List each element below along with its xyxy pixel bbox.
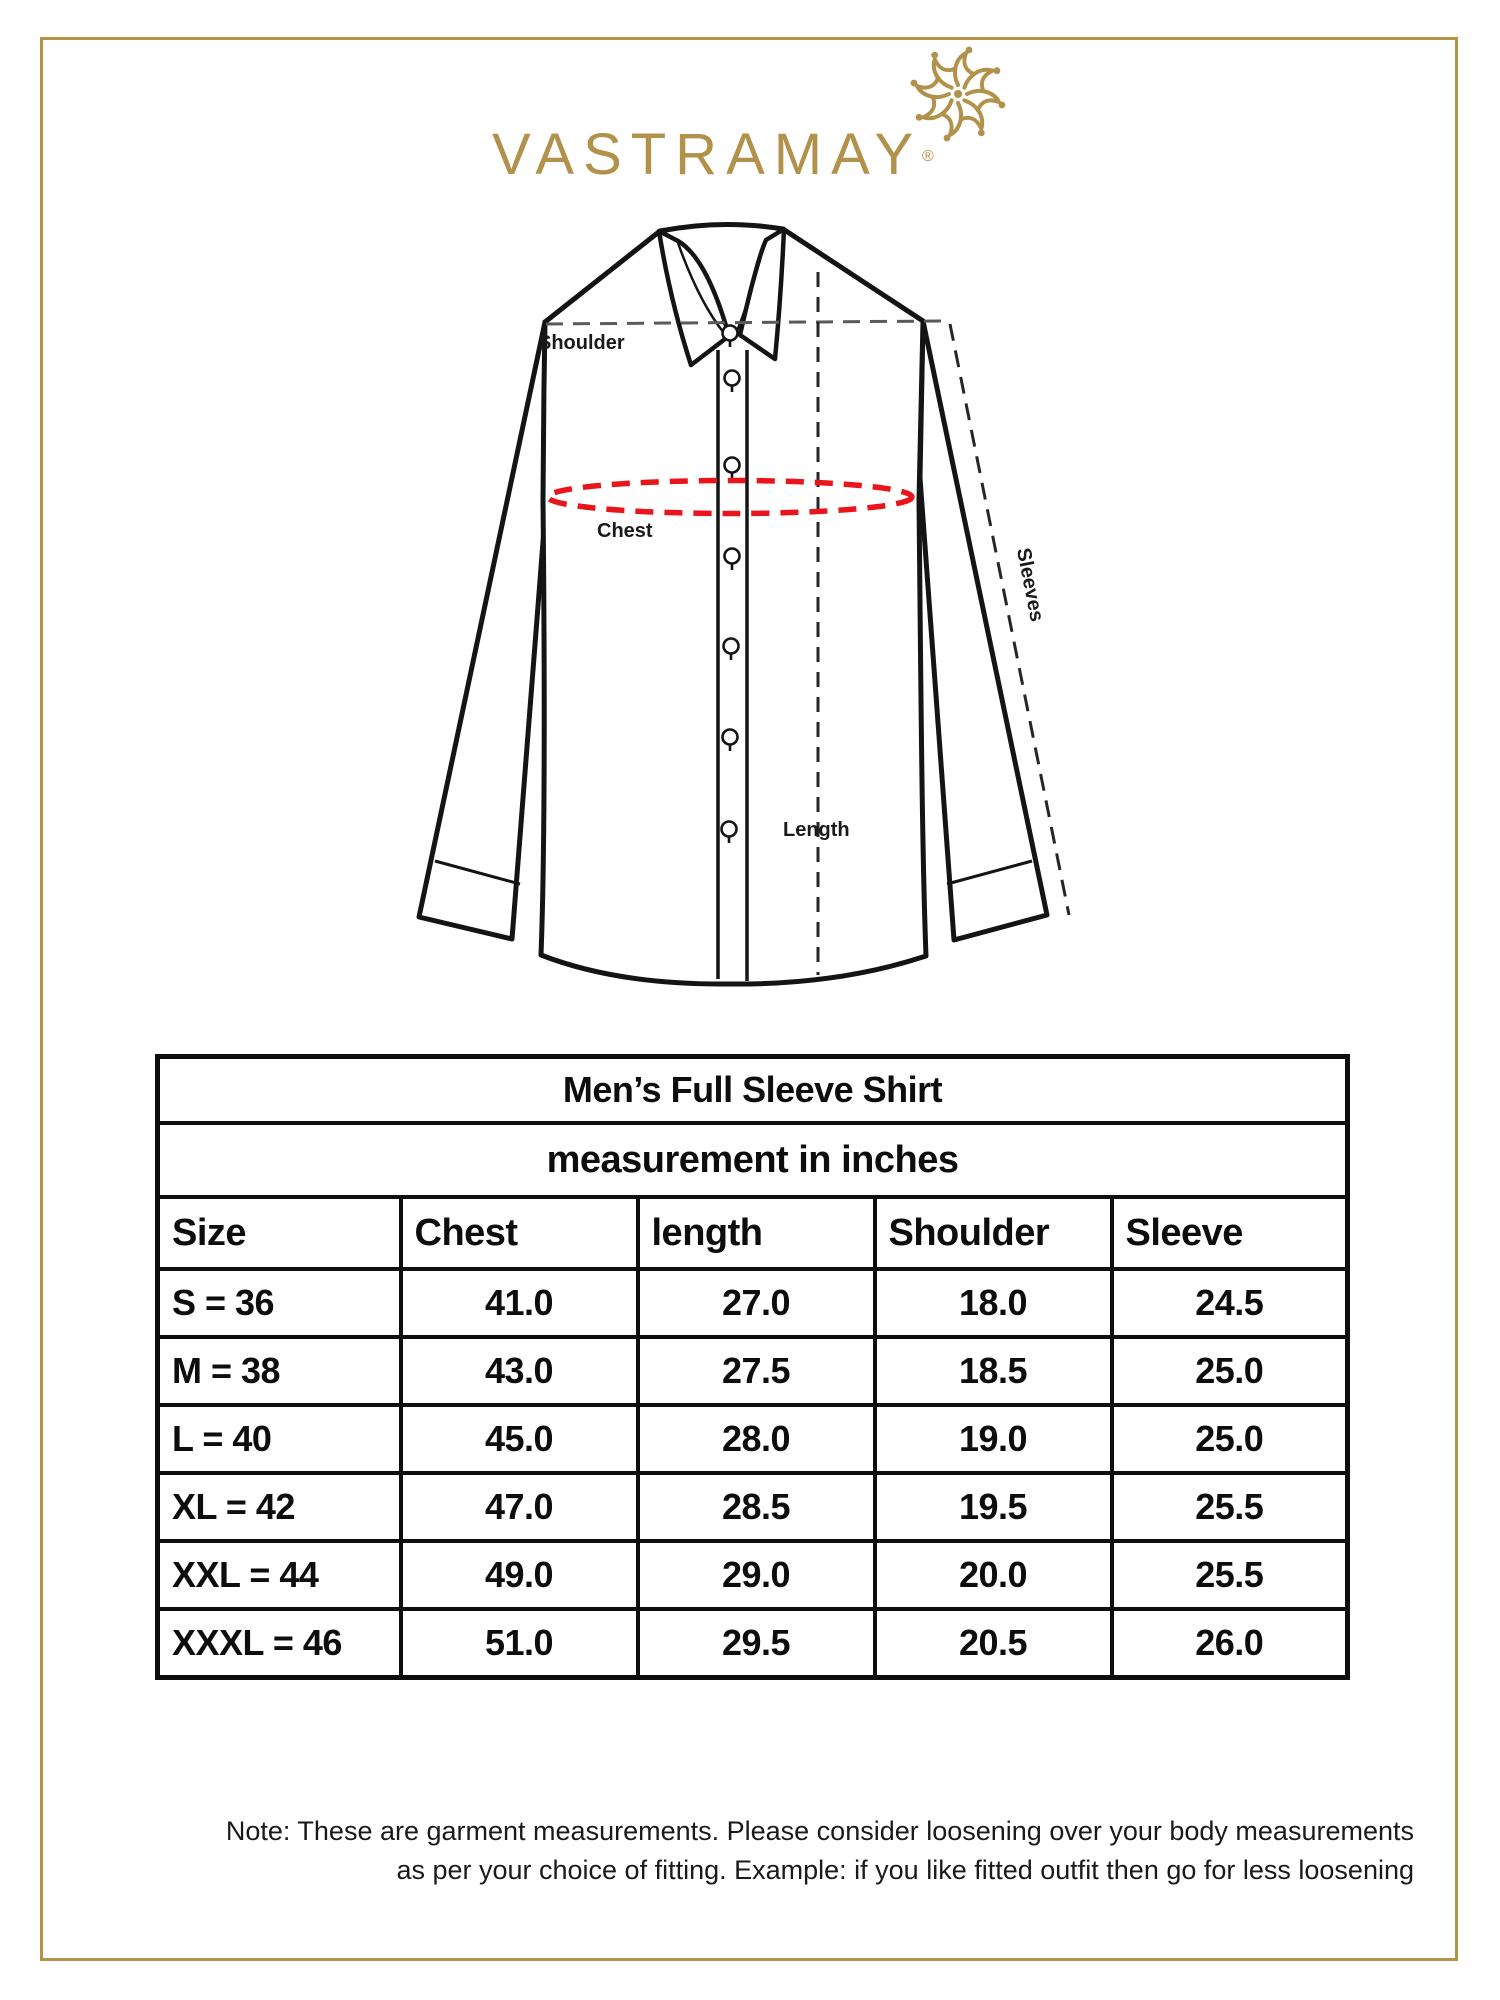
table-row [158,1473,1348,1541]
table-row [158,1337,1348,1405]
cell-length: 27.5 [638,1337,875,1405]
chest-label: Chest [597,520,653,542]
cell-sleeve: 25.0 [1112,1405,1348,1473]
length-label: Length [783,819,850,841]
table-subtitle: measurement in inches [158,1123,1348,1197]
note-line-2: as per your choice of fitting. Example: if you like fitted outfit then go for less loosening [396,1855,1414,1885]
cell-size: S = 36 [158,1269,401,1337]
sleeves-label: Sleeves [1011,546,1048,624]
column-header-chest: Chest [401,1197,638,1269]
shirt-measurement-diagram [400,210,1100,1000]
registered-trademark-icon: ® [922,148,934,165]
cell-sleeve: 25.5 [1112,1473,1348,1541]
cell-sleeve: 25.0 [1112,1337,1348,1405]
table-title: Men’s Full Sleeve Shirt [158,1057,1348,1124]
table-row [158,1405,1348,1473]
table-header-row [158,1197,1348,1269]
cell-length: 29.0 [638,1541,875,1609]
cell-size: L = 40 [158,1405,401,1473]
brand-logo-text: VASTRAMAY [492,122,923,187]
cell-shoulder: 19.5 [875,1473,1112,1541]
shoulder-label: Shoulder [538,332,625,354]
cell-chest: 45.0 [401,1405,638,1473]
cell-chest: 51.0 [401,1609,638,1677]
cell-size: M = 38 [158,1337,401,1405]
cell-shoulder: 18.0 [875,1269,1112,1337]
column-header-sleeve: Sleeve [1112,1197,1348,1269]
cell-size: XXL = 44 [158,1541,401,1609]
cell-chest: 41.0 [401,1269,638,1337]
cell-chest: 43.0 [401,1337,638,1405]
column-header-shoulder: Shoulder [875,1197,1112,1269]
table-title-row [158,1057,1348,1124]
measurement-note [62,1812,1414,1890]
cell-length: 29.5 [638,1609,875,1677]
column-header-length: length [638,1197,875,1269]
cell-shoulder: 19.0 [875,1405,1112,1473]
note-line-1: Note: These are garment measurements. Please consider loosening over your body measurements [225,1816,1414,1846]
cell-length: 28.0 [638,1405,875,1473]
table-subtitle-row [158,1123,1348,1197]
cell-size: XXXL = 46 [158,1609,401,1677]
cell-length: 28.5 [638,1473,875,1541]
table-row [158,1269,1348,1337]
cell-shoulder: 20.0 [875,1541,1112,1609]
cell-sleeve: 25.5 [1112,1541,1348,1609]
cell-chest: 49.0 [401,1541,638,1609]
cell-shoulder: 18.5 [875,1337,1112,1405]
cell-sleeve: 24.5 [1112,1269,1348,1337]
cell-size: XL = 42 [158,1473,401,1541]
size-chart-table [155,1054,1350,1680]
cell-chest: 47.0 [401,1473,638,1541]
brand-mandala-icon [906,42,1010,146]
table-row [158,1541,1348,1609]
cell-length: 27.0 [638,1269,875,1337]
cell-sleeve: 26.0 [1112,1609,1348,1677]
cell-shoulder: 20.5 [875,1609,1112,1677]
column-header-size: Size [158,1197,401,1269]
table-row [158,1609,1348,1677]
